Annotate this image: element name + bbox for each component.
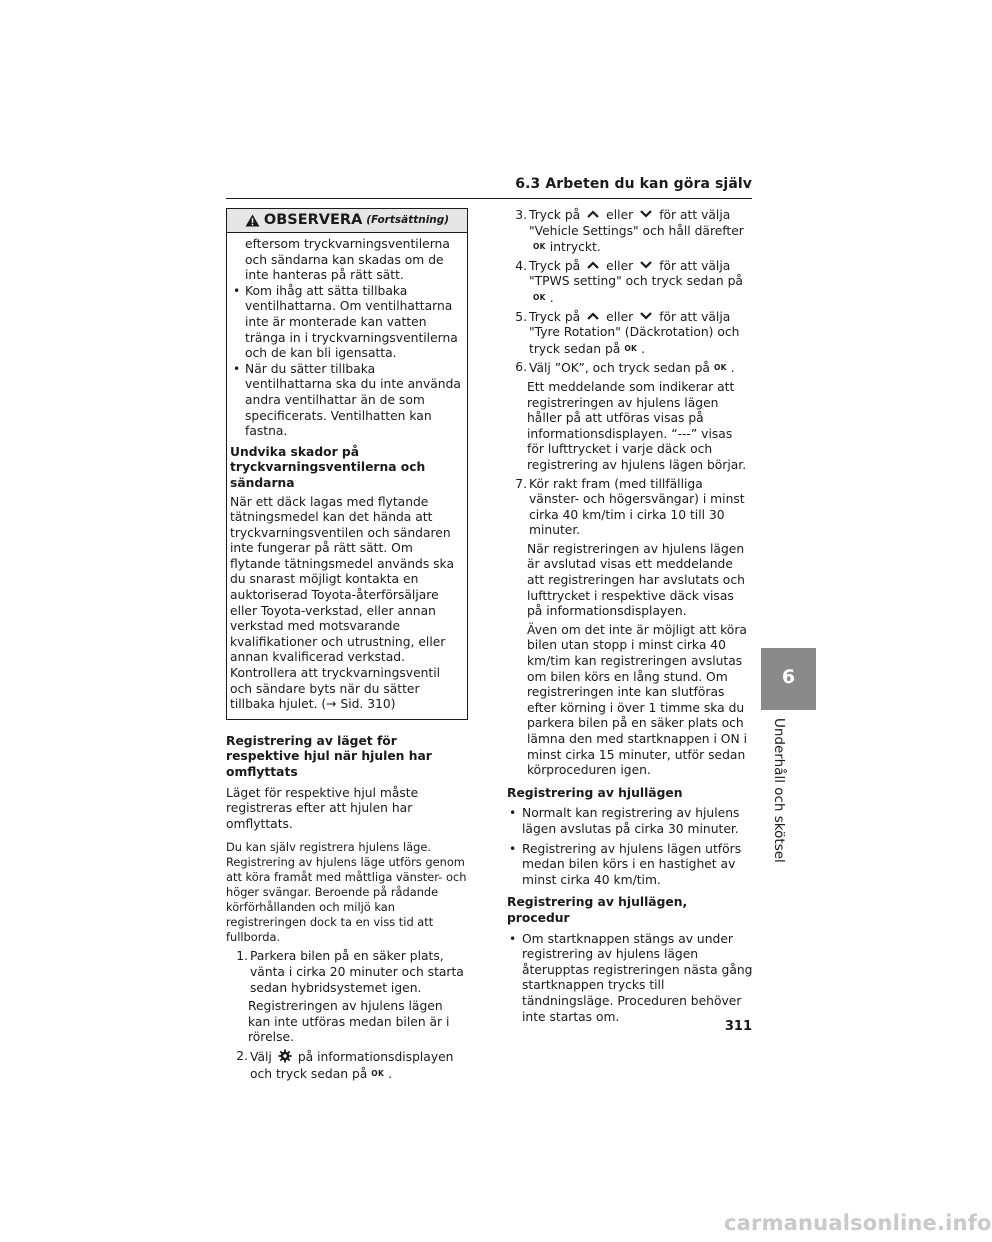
step-text-part: eller (606, 309, 634, 324)
ok-button-icon: OK (371, 1068, 385, 1078)
chevron-up-icon (586, 260, 600, 270)
chevron-down-icon (639, 260, 653, 270)
bullet-dot: • (233, 283, 241, 298)
watermark: carmanualsonline.info (724, 1211, 992, 1235)
step-7-note: Även om det inte är möjligt att köra bilen utan stopp i minst cirka 40 km/tim kan registreringen avslutas om bilen körs en lång stund. Om registreringen inte kan slutföras efter körning i över 1 timme ska du parkera bilen på en säker plats och lämna den med startknappen i ON i minst cirka 15 minuter, utför sedan körproceduren igen. (527, 622, 747, 778)
step-5-text (529, 310, 753, 358)
right-bullet (507, 932, 753, 1026)
section-header: 6.3 Arbeten du kan göra själv (515, 176, 752, 192)
notice-heading: Undvika skador på tryckvarningsventilerna och sändarna (230, 444, 426, 490)
right-column (507, 208, 753, 1025)
step-number: 3. (515, 208, 527, 222)
bullet-dot: • (509, 841, 517, 856)
step-2 (226, 1049, 468, 1082)
step-number: 4. (515, 258, 527, 273)
step-text: Parkera bilen på en säker plats, vänta i cirka 20 minuter och starta sedan hybridsystemet igen. (250, 949, 464, 995)
gear-icon (278, 1049, 292, 1063)
bullet-dot: • (509, 806, 517, 821)
notice-box (226, 208, 468, 720)
step-text-part: intryckt. (549, 240, 601, 255)
step-3 (507, 208, 753, 256)
notice-bullet-text: När du sätter tillbaka ventilhattarna ska du inte använda andra ventilhattar än de som specificerats. Ventilhatten kan fastna. (245, 361, 461, 439)
chevron-up-icon (586, 209, 600, 219)
step-7 (507, 477, 753, 539)
step-5 (507, 310, 753, 358)
step-text-part: Tryck på (529, 258, 581, 273)
step-text-part: eller (606, 208, 634, 222)
step-number: 6. (515, 360, 527, 375)
step-6-note: Ett meddelande som indikerar att registreringen av hjulens lägen håller på att utföras visas på informationsdisplayen. “---” visas för lufttrycket i varje däck och registrering av hjulens lägen börjar. (527, 379, 747, 472)
step-text-part: . (730, 361, 735, 376)
step-2-text (250, 1049, 468, 1082)
ok-button-icon: OK (533, 242, 546, 252)
bullet-text: Normalt kan registrering av hjulens lägen avslutas på cirka 30 minuter. (522, 806, 740, 836)
right-heading-1: Registrering av hjullägen (507, 785, 683, 800)
step-number: 2. (236, 1048, 248, 1063)
step-text-part: Välj (250, 1049, 272, 1064)
chevron-down-icon (639, 311, 653, 321)
step-text-part: på informationsdisplayen och tryck sedan på (250, 1049, 454, 1081)
ok-button-icon: OK (533, 292, 546, 302)
chapter-label: Underhåll och skötsel (771, 718, 787, 863)
notice-title: OBSERVERA (263, 211, 363, 228)
right-heading-2: Registrering av hjullägen, procedur (507, 895, 688, 925)
chevron-down-icon (639, 209, 653, 219)
bullet-dot: • (509, 931, 517, 946)
step-text-part: . (549, 290, 554, 305)
step-text-part: Välj ”OK”, och tryck sedan på (529, 361, 710, 376)
step-text: Kör rakt fram (med tillfälliga vänster- och högersvängar) i minst cirka 40 km/tim i cirka 10 till 30 minuter. (529, 476, 745, 538)
notice-bullet (230, 284, 464, 362)
chevron-up-icon (586, 311, 600, 321)
step-3-text (529, 208, 753, 256)
step-text-part: Tryck på (529, 208, 581, 222)
notice-paragraph: När ett däck lagas med flytande tätningsmedel kan det hända att tryckvarningsventilen och sändaren inte fungerar på rätt sätt. Om flytande tätningsmedel används ska du snarast möjligt kontakta en auktoriserad Toyota-återförsäljare eller Toyota-verkstad, eller annan verkstad med motsvarande kvalifikationer och utrustning, eller annan kvalificerad verkstad. Kontrollera att tryckvarningsventil och sändare byts när du sätter tillbaka hjulet. (→ Sid. 310) (230, 494, 454, 712)
step-1-note: Registreringen av hjulens lägen kan inte utföras medan bilen är i rörelse. (248, 999, 450, 1045)
step-number: 5. (515, 309, 527, 324)
ok-button-icon: OK (624, 343, 638, 353)
left-intro: Läget för respektive hjul måste registreras efter att hjulen har omflyttats. (226, 785, 419, 831)
step-text-part: . (641, 341, 646, 356)
notice-header (227, 209, 467, 233)
bullet-text: Om startknappen stängs av under registrering av hjulens lägen återupptas registreringen nästa gång startknappen trycks till tändningsläge. Proceduren behöver inte startas om. (522, 931, 753, 1024)
left-section-heading: Registrering av läget för respektive hjul när hjulen har omflyttats (226, 733, 432, 779)
step-text-part: . (388, 1066, 393, 1081)
right-bullet (507, 842, 753, 889)
step-text-part: eller (606, 258, 634, 273)
step-1 (226, 949, 468, 996)
step-4-text (529, 259, 753, 307)
notice-subtitle: (Fortsättning) (366, 213, 450, 226)
ok-button-icon: OK (713, 363, 727, 373)
step-4 (507, 259, 753, 307)
bullet-text: Registrering av hjulens lägen utförs medan bilen körs i en hastighet av minst cirka 40 km/tim. (522, 841, 742, 887)
right-bullet (507, 806, 753, 837)
step-text-part: för att välja "TPWS setting" och tryck sedan på (529, 258, 743, 289)
notice-bullet (230, 362, 464, 440)
step-text-part: för att välja "Tyre Rotation" (Däckrotation) och tryck sedan på (529, 309, 740, 356)
step-number: 1. (236, 949, 248, 964)
left-small-note: Du kan själv registrera hjulens läge. Registrering av hjulens läge utförs genom att köra framåt med måttliga vänster- och höger svängar. Beroende på rådande körförhållanden och miljö kan registreringen dock ta en viss tid att fullborda. (226, 840, 467, 945)
step-text-part: Tryck på (529, 309, 581, 324)
step-6-text (529, 360, 753, 377)
step-text-part: för att välja "Vehicle Settings" och håll därefter (529, 208, 744, 238)
notice-bullet-text: Kom ihåg att sätta tillbaka ventilhattarna. Om ventilhattarna inte är monterade kan vatten tränga in i tryckvarningsventilerna och de kan bli igensatta. (245, 283, 458, 361)
step-number: 7. (515, 476, 527, 491)
chapter-tab (761, 648, 816, 710)
step-6 (507, 360, 753, 377)
bullet-dot: • (233, 361, 241, 376)
notice-continuation: eftersom tryckvarningsventilerna och sändarna kan skadas om de inte hanteras på rätt sätt. (245, 237, 450, 283)
left-column (226, 208, 468, 1082)
header-rule (226, 198, 752, 199)
warning-icon (245, 214, 260, 227)
step-7-note: När registreringen av hjulens lägen är avslutad visas ett meddelande att registreringen har avslutats och lufttrycket i respektive däck visas på informationsdisplayen. (527, 541, 745, 619)
chapter-number: 6 (781, 666, 796, 688)
page-number: 311 (724, 1019, 752, 1034)
